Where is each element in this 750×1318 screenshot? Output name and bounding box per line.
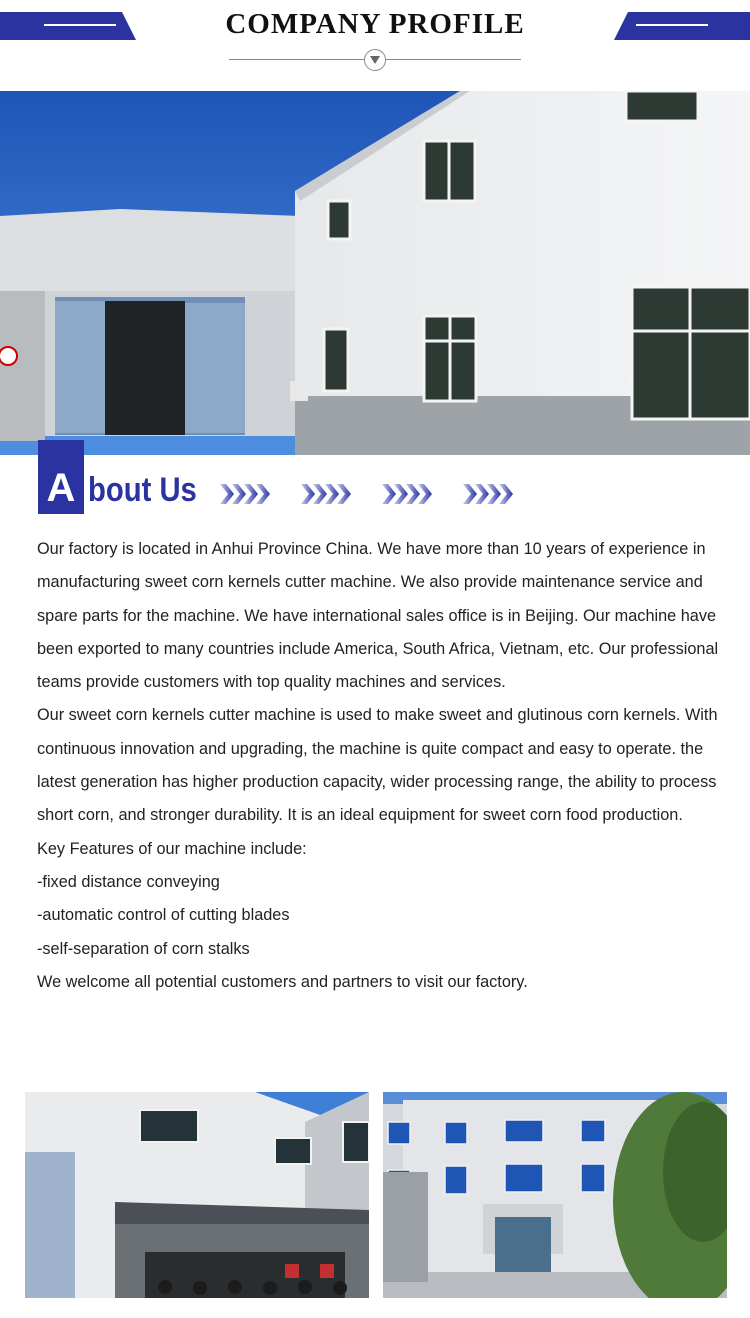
- feature-item: -self-separation of corn stalks: [37, 939, 250, 958]
- machine-paragraph: Our sweet corn kernels cutter machine is used to make sweet and glutinous corn kernels. With continuous innovation and upgrading, the machine is quite compact and easy to operate. the latest generation has higher production capacity, wider processing range, the ability to process short corn, and stronger durability. It is an ideal equipment for sweet corn food production.: [37, 706, 718, 825]
- welcome-paragraph: We welcome all potential customers and partners to visit our factory.: [37, 972, 528, 991]
- title-divider-right: [385, 59, 521, 60]
- right-stripe-decoration: [614, 12, 750, 40]
- chevrons-right-icon: [220, 482, 540, 506]
- page-header: [0, 0, 750, 90]
- feature-item: -fixed distance conveying: [37, 872, 220, 891]
- about-heading-initial: A: [46, 466, 76, 510]
- factory-courtyard-photo: [25, 1092, 369, 1298]
- page-title: COMPANY PROFILE: [225, 8, 525, 40]
- factory-building-photo: [0, 91, 750, 455]
- title-divider-left: [229, 59, 365, 60]
- factory-gate-photo: [383, 1092, 727, 1298]
- about-text: [37, 533, 737, 999]
- feature-item: -automatic control of cutting blades: [37, 906, 290, 925]
- features-heading: Key Features of our machine include:: [37, 839, 307, 858]
- intro-paragraph: Our factory is located in Anhui Province China. We have more than 10 years of experience in manufacturing sweet corn kernels cutter machine. We also provide maintenance service and spare parts for the machine. We have international sales office is in Beijing. Our machine have been exported to many countries include America, South Africa, Vietnam, etc. Our professional teams provide customers with top quality machines and services.: [37, 540, 719, 692]
- chevron-down-icon: [364, 49, 386, 71]
- about-heading: bout Us: [88, 471, 197, 509]
